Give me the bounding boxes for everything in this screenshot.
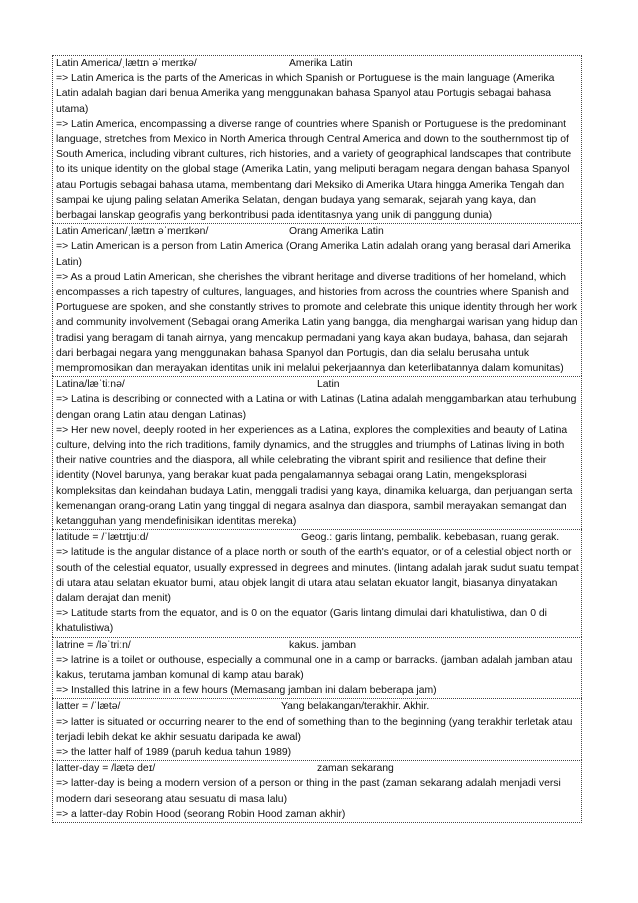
vocabulary-entry <box>52 55 582 223</box>
vocabulary-entry <box>52 376 582 529</box>
entry-header <box>56 638 579 653</box>
meaning: Amerika Latin <box>289 58 353 69</box>
example-line: => As a proud Latin American, she cherishes the vibrant heritage and diverse traditions of her homeland, which encompasses a rich tapestry of cultures, languages, and histories from across the countries where Spanish and Portuguese are spoken, and she constantly strives to promote and celebrate this unique identity through her work and community involvement (Sebagai orang Amerika Latin yang bangga, dia menghargai warisan yang hidup dan tradisi yang beragam di tanah airnya, yang mencakup permadani yang kaya akan budaya, bahasa, dan sejarah dari berbagai negara yang menggunakan bahasa Spanyol dan Portugis, dan dia selalu berusaha untuk mempromosikan dan merayakan identitas unik ini melalui pekerjaannya dan keterlibatannya dalam komunitas) <box>56 271 578 375</box>
vocabulary-entry <box>52 760 582 823</box>
entry-header <box>56 56 579 71</box>
headword: latitude = /ˈlætɪtjuːd/ <box>56 532 149 544</box>
headword: latrine = /ləˈtriːn/ <box>56 639 131 651</box>
example-line: => Installed this latrine in a few hours (Memasang jamban ini dalam beberapa jam) <box>56 685 437 697</box>
headword: latter-day = /lætə deɪ/ <box>56 763 156 775</box>
headword: Latin America/ˌlætɪn əˈmerɪkə/ <box>56 58 197 69</box>
example-line: => Latitude starts from the equator, and is 0 on the equator (Garis lintang dimulai dari khatulistiwa, dan 0 di khatulistiwa) <box>56 608 547 635</box>
definition-line: => Latin America is the parts of the Americas in which Spanish or Portuguese is the main language (Amerika Latin adalah bagian dari benua Amerika yang menggunakan bahasa Spanyol atau Portugis sebagai bahasa utama) <box>56 73 555 115</box>
headword: Latina/læˈtiːnə/ <box>56 379 125 391</box>
definition-line: => latter-day is being a modern version of a person or thing in the past (zaman sekarang adalah menjadi versi modern dari seseorang atau sesuatu di masa lalu) <box>56 778 561 805</box>
entry-header <box>56 699 579 714</box>
entry-header <box>56 377 579 392</box>
entry-header <box>56 224 579 239</box>
entry-header <box>56 761 579 776</box>
vocabulary-entry <box>52 223 582 376</box>
definition-line: => Latin American is a person from Latin America (Orang Amerika Latin adalah orang yang berasal dari Amerika Latin) <box>56 241 571 268</box>
headword: Latin American/ˌlætɪn əˈmerɪkən/ <box>56 226 209 238</box>
meaning: zaman sekarang <box>317 763 394 775</box>
example-line: => Latin America, encompassing a diverse range of countries where Spanish or Portuguese is the predominant language, stretches from Mexico in North America through Central America and down to the southernmost tip of South America, including vibrant cultures, rich histories, and a variety of geographical landscapes that contribute to its unique identity on the global stage (Amerika Latin, yang meliputi beragam negara dengan bahasa Spanyol atau Portugis sebagai bahasa utama, membentang dari Meksiko di Amerika Utara hingga Amerika Tengah dan sampai ke ujung paling selatan Amerika Selatan, dengan budaya yang semarak, sejarah yang kaya, dan berbagai lanskap geografis yang berkontribusi pada identitasnya yang unik di panggung dunia) <box>56 118 572 222</box>
meaning: Geog.: garis lintang, pembalik. kebebasan, ruang gerak. <box>301 532 560 544</box>
definition-line: => latter is situated or occurring nearer to the end of something than to the beginning (yang terakhir terletak atau terjadi lebih dekat ke akhir sesuatu daripada ke awal) <box>56 716 573 743</box>
definition-line: => latrine is a toilet or outhouse, especially a communal one in a camp or barracks. (jamban adalah jamban atau kakus, terutama jamban komunal di kamp atau barak) <box>56 654 573 682</box>
example-line: => the latter half of 1989 (paruh kedua tahun 1989) <box>56 747 292 759</box>
vocabulary-entry <box>52 698 582 760</box>
example-line: => a latter-day Robin Hood (seorang Robin Hood zaman akhir) <box>56 808 346 820</box>
vocabulary-list <box>52 55 582 823</box>
definition-line: => latitude is the angular distance of a place north or south of the earth's equator, or of a celestial object north or south of the celestial equator, usually expressed in degrees and minutes. (lintang adalah jarak sudut suatu tempat di utara atau selatan ekuator bumi, atau objek langit di utara atau selatan ekuator langit, biasanya dinyatakan dalam derajat dan menit) <box>56 547 579 605</box>
vocabulary-entry <box>52 637 582 699</box>
entry-header <box>56 530 579 545</box>
definition-line: => Latina is describing or connected with a Latina or with Latinas (Latina adalah menggambarkan atau terhubung dengan orang Latin atau dengan Latinas) <box>56 394 577 421</box>
meaning: Latin <box>317 379 340 391</box>
meaning: kakus. jamban <box>289 639 356 651</box>
meaning: Yang belakangan/terakhir. Akhir. <box>281 701 430 713</box>
headword: latter = /ˈlætə/ <box>56 701 121 713</box>
example-line: => Her new novel, deeply rooted in her experiences as a Latina, explores the complexities and beauty of Latina culture, delving into the rich traditions, family dynamics, and the struggles and triumphs of Latinas living in both their native countries and the diaspora, all while celebrating the vibrant spirit and resilience that define their identity (Novel barunya, yang berakar kuat pada pengalamannya sebagai orang Latin, mengeksplorasi kompleksitas dan keindahan budaya Latin, menggali tradisi yang kaya, dinamika keluarga, dan perjuangan serta kemenangan orang-orang Latin yang tinggal di negara asalnya dan diaspora, sambil merayakan semangat dan ketangguhan yang mendefinisikan identitas mereka) <box>56 424 573 528</box>
meaning: Orang Amerika Latin <box>289 226 384 238</box>
vocabulary-entry <box>52 529 582 636</box>
